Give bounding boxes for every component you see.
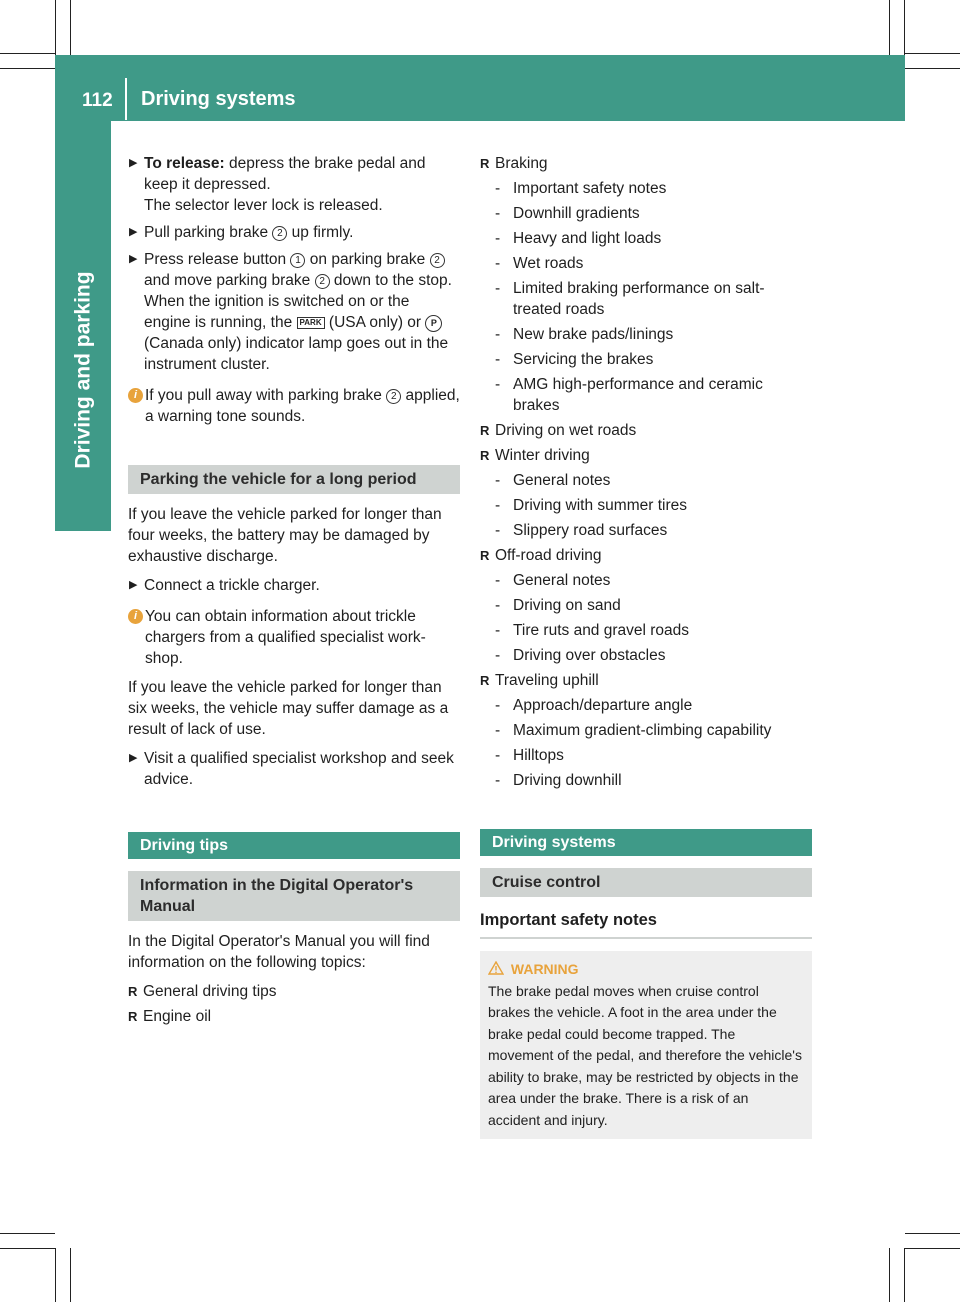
info-note bbox=[128, 385, 460, 427]
heading-long-period: Parking the vehicle for a long period bbox=[128, 465, 460, 494]
dash-icon: - bbox=[495, 697, 501, 714]
step-text: When the ignition is switched on or the engine is running, the bbox=[144, 293, 410, 331]
sub-item-label: Driving with summer tires bbox=[513, 497, 687, 514]
sub-item-label: Tire ruts and gravel roads bbox=[513, 622, 690, 639]
list-item bbox=[480, 445, 812, 466]
step-press-release bbox=[128, 249, 460, 375]
dash-icon: - bbox=[495, 572, 501, 589]
warning-header bbox=[488, 959, 804, 981]
bullet-icon: R bbox=[480, 548, 490, 563]
crop-mark bbox=[70, 0, 71, 55]
dash-icon: - bbox=[495, 351, 501, 368]
step-arrow-icon: ▶ bbox=[129, 752, 138, 764]
sub-item bbox=[480, 228, 812, 249]
sub-item-label: Approach/departure angle bbox=[513, 697, 693, 714]
sub-item bbox=[480, 349, 812, 370]
callout-number-icon: 2 bbox=[386, 389, 401, 404]
dash-icon: - bbox=[495, 497, 501, 514]
page-number: 112 bbox=[82, 90, 113, 111]
park-lamp-icon: PARK bbox=[297, 317, 325, 329]
sub-item bbox=[480, 745, 812, 766]
list-item bbox=[480, 153, 812, 174]
dash-icon: - bbox=[495, 747, 501, 764]
sub-item bbox=[480, 324, 812, 345]
dash-icon: - bbox=[495, 376, 501, 393]
sub-item-label: New brake pads/linings bbox=[513, 326, 674, 343]
list-item-label: Engine oil bbox=[143, 1008, 212, 1025]
step-bold: To release: bbox=[144, 155, 225, 172]
step-text: down to the stop. bbox=[329, 272, 452, 289]
step-to-release bbox=[128, 153, 460, 216]
step-text: (Canada only) indicator lamp goes out in the instrument cluster. bbox=[144, 335, 449, 373]
list-item bbox=[480, 670, 812, 691]
crop-mark bbox=[0, 68, 55, 69]
paragraph: In the Digital Operator's Manual you will find information on the following topics: bbox=[128, 933, 430, 971]
sub-item-label: Wet roads bbox=[513, 255, 584, 272]
dash-icon: - bbox=[495, 622, 501, 639]
sub-item-label: Slippery road surfaces bbox=[513, 522, 668, 539]
paragraph: If you leave the vehicle parked for longer than six weeks, the vehicle may suffer damage as a result of lack of use. bbox=[128, 679, 449, 738]
sub-item-label: Limited braking performance on salt-treated roads bbox=[513, 280, 765, 318]
warning-triangle-icon bbox=[488, 961, 504, 975]
paragraph: If you leave the vehicle parked for longer than four weeks, the battery may be damaged by exhaustive discharge. bbox=[128, 506, 442, 565]
list-item-label: Traveling uphill bbox=[495, 672, 599, 689]
list-item bbox=[480, 420, 812, 441]
step-result: The selector lever lock is released. bbox=[144, 197, 383, 214]
crop-mark bbox=[889, 0, 890, 55]
bullet-icon: R bbox=[480, 673, 490, 688]
info-text: If you pull away with parking brake bbox=[145, 387, 387, 404]
step-visit-workshop bbox=[128, 748, 460, 790]
dash-icon: - bbox=[495, 472, 501, 489]
crop-mark bbox=[905, 68, 960, 69]
step-text: Pull parking brake bbox=[144, 224, 273, 241]
list-item bbox=[128, 1006, 460, 1027]
sub-item bbox=[480, 253, 812, 274]
crop-mark bbox=[905, 1233, 960, 1234]
dash-icon: - bbox=[495, 255, 501, 272]
heading-safety-notes: Important safety notes bbox=[480, 907, 812, 939]
info-text: applied, a warning tone sounds. bbox=[145, 387, 460, 425]
sub-item-label: Driving downhill bbox=[513, 772, 622, 789]
sub-item-label: General notes bbox=[513, 572, 611, 589]
bullet-icon: R bbox=[128, 984, 138, 999]
dash-icon: - bbox=[495, 722, 501, 739]
dash-icon: - bbox=[495, 772, 501, 789]
sub-item bbox=[480, 720, 812, 741]
sub-item-label: General notes bbox=[513, 472, 611, 489]
sub-item-label: Heavy and light loads bbox=[513, 230, 662, 247]
sub-item bbox=[480, 645, 812, 666]
crop-mark bbox=[904, 0, 905, 55]
sub-item bbox=[480, 620, 812, 641]
step-text: up firmly. bbox=[287, 224, 354, 241]
dash-icon: - bbox=[495, 597, 501, 614]
side-tab-label: Driving and parking bbox=[71, 271, 95, 469]
crop-mark bbox=[904, 1248, 905, 1302]
dash-icon: - bbox=[495, 280, 501, 297]
right-column bbox=[480, 153, 812, 1139]
crop-mark bbox=[905, 53, 960, 54]
heading-digital-manual: Information in the Digital Operator's Manual bbox=[128, 871, 460, 921]
crop-mark bbox=[0, 1248, 55, 1249]
dash-icon: - bbox=[495, 326, 501, 343]
sub-item bbox=[480, 595, 812, 616]
dash-icon: - bbox=[495, 205, 501, 222]
sub-item bbox=[480, 278, 812, 320]
list-item bbox=[480, 545, 812, 566]
bullet-icon: R bbox=[480, 156, 490, 171]
warning-box bbox=[480, 951, 812, 1139]
parking-brake-lamp-icon: P bbox=[425, 315, 442, 332]
dash-icon: - bbox=[495, 522, 501, 539]
step-connect-charger bbox=[128, 575, 460, 596]
dash-icon: - bbox=[495, 230, 501, 247]
list-item bbox=[128, 981, 460, 1002]
step-text: Visit a qualified specialist workshop and seek advice. bbox=[144, 750, 454, 788]
dash-icon: - bbox=[495, 647, 501, 664]
sub-item-label: Downhill gradients bbox=[513, 205, 640, 222]
list-item-label: General driving tips bbox=[143, 983, 277, 1000]
info-text: You can obtain information about trickle chargers from a qualified specialist work-shop. bbox=[145, 608, 426, 667]
sub-item bbox=[480, 695, 812, 716]
header-divider bbox=[125, 78, 127, 120]
bullet-icon: R bbox=[480, 448, 490, 463]
crop-mark bbox=[55, 0, 56, 55]
info-icon: i bbox=[128, 388, 143, 403]
step-text: Connect a trickle charger. bbox=[144, 577, 320, 594]
sub-item-label: Hilltops bbox=[513, 747, 564, 764]
callout-number-icon: 2 bbox=[430, 253, 445, 268]
crop-mark bbox=[70, 1248, 71, 1302]
step-arrow-icon: ▶ bbox=[129, 253, 138, 265]
step-arrow-icon: ▶ bbox=[129, 226, 138, 238]
callout-number-icon: 1 bbox=[290, 253, 305, 268]
sub-item-label: Important safety notes bbox=[513, 180, 667, 197]
sub-item bbox=[480, 770, 812, 791]
crop-mark bbox=[55, 1248, 56, 1302]
info-icon: i bbox=[128, 609, 143, 624]
heading-driving-systems: Driving systems bbox=[480, 829, 812, 856]
section-title: Driving systems bbox=[141, 88, 296, 110]
sub-item bbox=[480, 374, 812, 416]
crop-mark bbox=[905, 1248, 960, 1249]
list-item-label: Braking bbox=[495, 155, 548, 172]
list-item-label: Driving on wet roads bbox=[495, 422, 637, 439]
warning-title: WARNING bbox=[510, 961, 579, 977]
bullet-icon: R bbox=[480, 423, 490, 438]
sub-item-label: Servicing the brakes bbox=[513, 351, 654, 368]
crop-mark bbox=[0, 1233, 55, 1234]
info-note bbox=[128, 606, 460, 669]
left-column bbox=[128, 153, 460, 1031]
sub-item-label: Driving over obstacles bbox=[513, 647, 666, 664]
sub-item-label: Maximum gradient-climbing capability bbox=[513, 722, 772, 739]
list-item-label: Off-road driving bbox=[495, 547, 602, 564]
sub-item-label: Driving on sand bbox=[513, 597, 621, 614]
sub-item bbox=[480, 203, 812, 224]
sub-item bbox=[480, 178, 812, 199]
step-arrow-icon: ▶ bbox=[129, 579, 138, 591]
bullet-icon: R bbox=[128, 1009, 138, 1024]
crop-mark bbox=[889, 1248, 890, 1302]
heading-cruise-control: Cruise control bbox=[480, 868, 812, 897]
sub-item bbox=[480, 520, 812, 541]
list-item-label: Winter driving bbox=[495, 447, 590, 464]
step-arrow-icon: ▶ bbox=[129, 157, 138, 169]
crop-mark bbox=[0, 53, 55, 54]
step-pull-brake bbox=[128, 222, 460, 243]
heading-driving-tips: Driving tips bbox=[128, 832, 460, 859]
step-text: Press release button bbox=[144, 251, 291, 268]
sub-item bbox=[480, 470, 812, 491]
callout-number-icon: 2 bbox=[272, 226, 287, 241]
sub-item-label: AMG high-performance and ceramic brakes bbox=[513, 376, 763, 414]
step-text: depress the brake pedal and keep it depressed. bbox=[144, 155, 426, 193]
dash-icon: - bbox=[495, 180, 501, 197]
step-text: and move parking brake bbox=[144, 272, 315, 289]
sub-item bbox=[480, 570, 812, 591]
warning-text: The brake pedal moves when cruise control brakes the vehicle. A foot in the area under the brake pedal could become trapped. The movement of the pedal, and therefore the vehicle's ability to brake, may be restricted by objects in the area under the brake. There is a risk of an accident and injury. bbox=[488, 982, 802, 1128]
step-text: (USA only) or bbox=[324, 314, 426, 331]
sub-item bbox=[480, 495, 812, 516]
step-text: on parking brake bbox=[305, 251, 430, 268]
callout-number-icon: 2 bbox=[315, 274, 330, 289]
